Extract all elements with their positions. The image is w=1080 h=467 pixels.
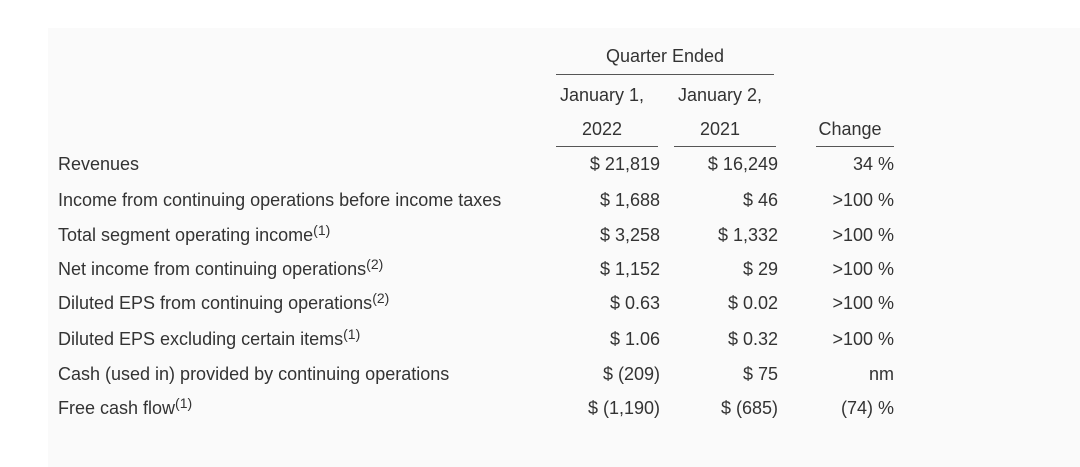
cell-2021: $ 1,332 (717, 225, 778, 245)
cell-2021: $ 46 (742, 190, 778, 210)
cell-2021: $ 75 (742, 364, 778, 384)
cell-2021: $ 16,249 (707, 154, 778, 174)
cell-2022: $ 1.06 (609, 329, 660, 349)
header-rule-2022 (556, 146, 658, 147)
cell-2022: $ (1,190) (587, 398, 660, 418)
col-2021-header-line1: January 2, (677, 85, 763, 105)
row-label: Net income from continuing operations$^{(2)}$ (58, 256, 384, 279)
header-rule-change (816, 146, 894, 147)
row-label: Total segment operating income$^{(1)}$ (58, 222, 331, 245)
cell-2021: $ 0.02 (727, 293, 778, 313)
cell-change: >100 % (832, 259, 894, 279)
cell-change: (74) % (840, 398, 894, 418)
cell-2022: $ 0.63 (609, 293, 660, 313)
col-2022-header-line2: 2022 (581, 119, 623, 139)
header-rule-2021 (674, 146, 776, 147)
change-header: Change (818, 119, 882, 139)
cell-change: >100 % (832, 329, 894, 349)
row-label: Income from continuing operations before income taxes (58, 190, 502, 210)
cell-2021: $ 0.32 (727, 329, 778, 349)
cell-change: nm (868, 364, 894, 384)
cell-2022: $ 1,688 (599, 190, 660, 210)
row-label: Revenues (58, 154, 140, 174)
cell-2022: $ 3,258 (599, 225, 660, 245)
cell-2022: $ (209) (602, 364, 660, 384)
cell-change: >100 % (832, 293, 894, 313)
col-2022-header-line1: January 1, (559, 85, 645, 105)
cell-change: 34 % (852, 154, 894, 174)
cell-2022: $ 21,819 (589, 154, 660, 174)
quarter-ended-header: Quarter Ended (605, 46, 725, 66)
row-label: Diluted EPS excluding certain items$^{(1)}$ (58, 326, 361, 349)
cell-change: >100 % (832, 190, 894, 210)
col-2021-header-line2: 2021 (699, 119, 741, 139)
cell-2022: $ 1,152 (599, 259, 660, 279)
row-label: Free cash flow$^{(1)}$ (58, 395, 193, 418)
cell-change: >100 % (832, 225, 894, 245)
cell-2021: $ 29 (742, 259, 778, 279)
header-rule-group (556, 74, 774, 75)
cell-2021: $ (685) (720, 398, 778, 418)
row-label: Cash (used in) provided by continuing operations (58, 364, 450, 384)
row-label: Diluted EPS from continuing operations$^{(2)}$ (58, 290, 390, 313)
